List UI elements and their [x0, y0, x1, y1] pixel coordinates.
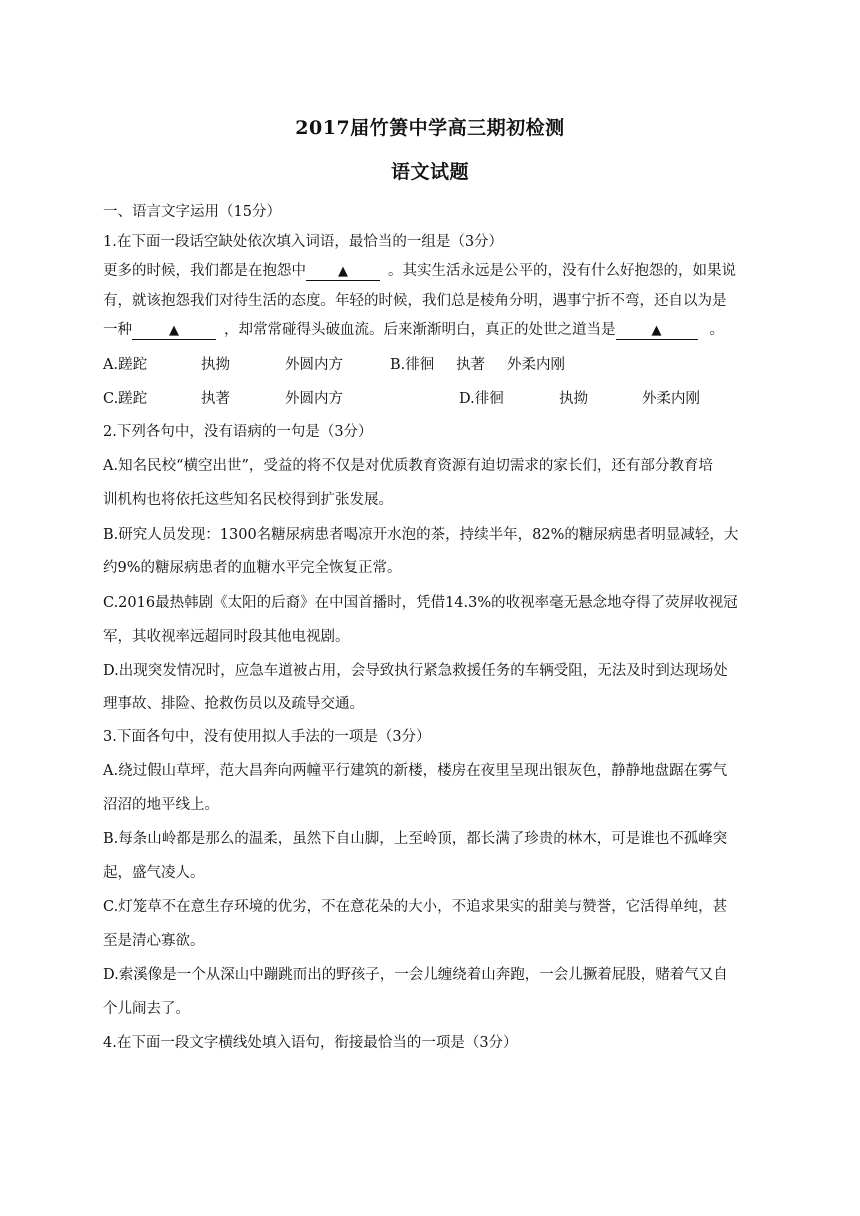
option-d: D.徘徊 — [459, 391, 504, 407]
q2-option-a-line-2: 训机构也将依托这些知名民校得到扩张发展。 — [103, 492, 393, 508]
fill-blank — [616, 323, 698, 340]
option-c: C.蹉跎 — [103, 391, 148, 407]
q2-option-a-line-1: A.知名民校“横空出世”，受益的将不仅是对优质教育资源有迫切需求的家长们，还有部分教育培 — [103, 458, 713, 474]
q3-option-d-line-1: D.索溪像是一个从深山中蹦跳而出的野孩子，一会儿缠绕着山奔跑，一会儿撅着屁股，赌着气又自 — [103, 967, 728, 983]
q1-passage-text: 。其实生活永远是公平的，没有什么好抱怨的，如果说 — [388, 263, 736, 279]
q3-option-c-line-1: C.灯笼草不在意生存环境的优劣，不在意花朵的大小，不追求果实的甜美与赞誉，它活得单纯，甚 — [103, 899, 728, 915]
q3-option-b-line-1: B.每条山岭都是那么的温柔，虽然下自山脚，上至岭顶，都长满了珍贵的林木，可是谁也不孤峰突 — [103, 831, 728, 847]
q1-passage-line-3 — [103, 318, 724, 340]
q2-option-b-line-2: 约9%的糖尿病患者的血糖水平完全恢复正常。 — [103, 560, 402, 576]
q1-passage-line-1 — [103, 259, 736, 281]
q3-option-c-line-2: 至是清心寡欲。 — [103, 933, 205, 949]
q1-passage-text: ，却常常碰得头破血流。后来渐渐明白，真正的处世之道当是 — [224, 322, 616, 338]
option-d-word-3: 外柔内刚 — [642, 391, 700, 407]
q1-passage-line-2: 有，就该抱怨我们对待生活的态度。年轻的时候，我们总是棱角分明，遇事宁折不弯，还自以为是 — [103, 293, 727, 309]
q2-option-c-line-1: C.2016最热韩剧《太阳的后裔》在中国首播时，凭借14.3%的收视率毫无悬念地夺得了荧屏收视冠 — [103, 595, 738, 611]
q1-passage-text: 一种 — [103, 322, 132, 338]
section-heading: 一、语言文字运用（15分） — [103, 204, 281, 220]
q1-stem: 1.在下面一段话空缺处依次填入词语，最恰当的一组是（3分） — [103, 234, 504, 250]
q3-stem: 3.下面各句中，没有使用拟人手法的一项是（3分） — [103, 729, 431, 745]
q2-option-c-line-2: 军，其收视率远超同时段其他电视剧。 — [103, 629, 350, 645]
option-b-word-2: 执著 — [456, 357, 485, 373]
option-c-word-2: 执著 — [201, 391, 230, 407]
fill-blank — [132, 323, 216, 340]
option-a-word-3: 外圆内方 — [285, 357, 343, 373]
option-d-word-2: 执拗 — [559, 391, 588, 407]
option-c-word-3: 外圆内方 — [285, 391, 343, 407]
option-b: B.徘徊 — [390, 357, 435, 373]
q3-option-a-line-2: 沼沼的地平线上。 — [103, 797, 219, 813]
page-subtitle: 语文试题 — [390, 161, 469, 183]
q2-option-b-line-1: B.研究人员发现：1300名糖尿病患者喝凉开水泡的茶，持续半年，82%的糖尿病患者明显减轻，大 — [103, 527, 739, 543]
triangle-marker: ▲ — [338, 264, 348, 279]
option-b-word-3: 外柔内刚 — [507, 357, 565, 373]
option-a: A.蹉跎 — [103, 357, 148, 373]
q2-stem: 2.下列各句中，没有语病的一句是（3分） — [103, 424, 373, 440]
q3-option-a-line-1: A.绕过假山草坪，范大昌奔向两幢平行建筑的新楼，楼房在夜里呈现出银灰色，静静地盘踞在雾气 — [103, 763, 728, 779]
q1-passage-text: 。 — [709, 322, 724, 338]
triangle-marker: ▲ — [169, 323, 179, 338]
q4-stem: 4.在下面一段文字横线处填入语句，衔接最恰当的一项是（3分） — [103, 1035, 518, 1051]
q3-option-b-line-2: 起，盛气凌人。 — [103, 865, 205, 881]
q2-option-d-line-2: 理事故、排险、抢救伤员以及疏导交通。 — [103, 696, 364, 712]
q1-passage-text: 更多的时候，我们都是在抱怨中 — [103, 263, 306, 279]
triangle-marker: ▲ — [651, 323, 662, 338]
fill-blank — [306, 264, 380, 281]
page-title: 2017届竹箦中学高三期初检测 — [295, 117, 565, 139]
q2-option-d-line-1: D.出现突发情况时，应急车道被占用，会导致执行紧急救援任务的车辆受阻，无法及时到达现场处 — [103, 663, 728, 679]
q3-option-d-line-2: 个儿闹去了。 — [103, 1001, 190, 1017]
option-a-word-2: 执拗 — [201, 357, 230, 373]
